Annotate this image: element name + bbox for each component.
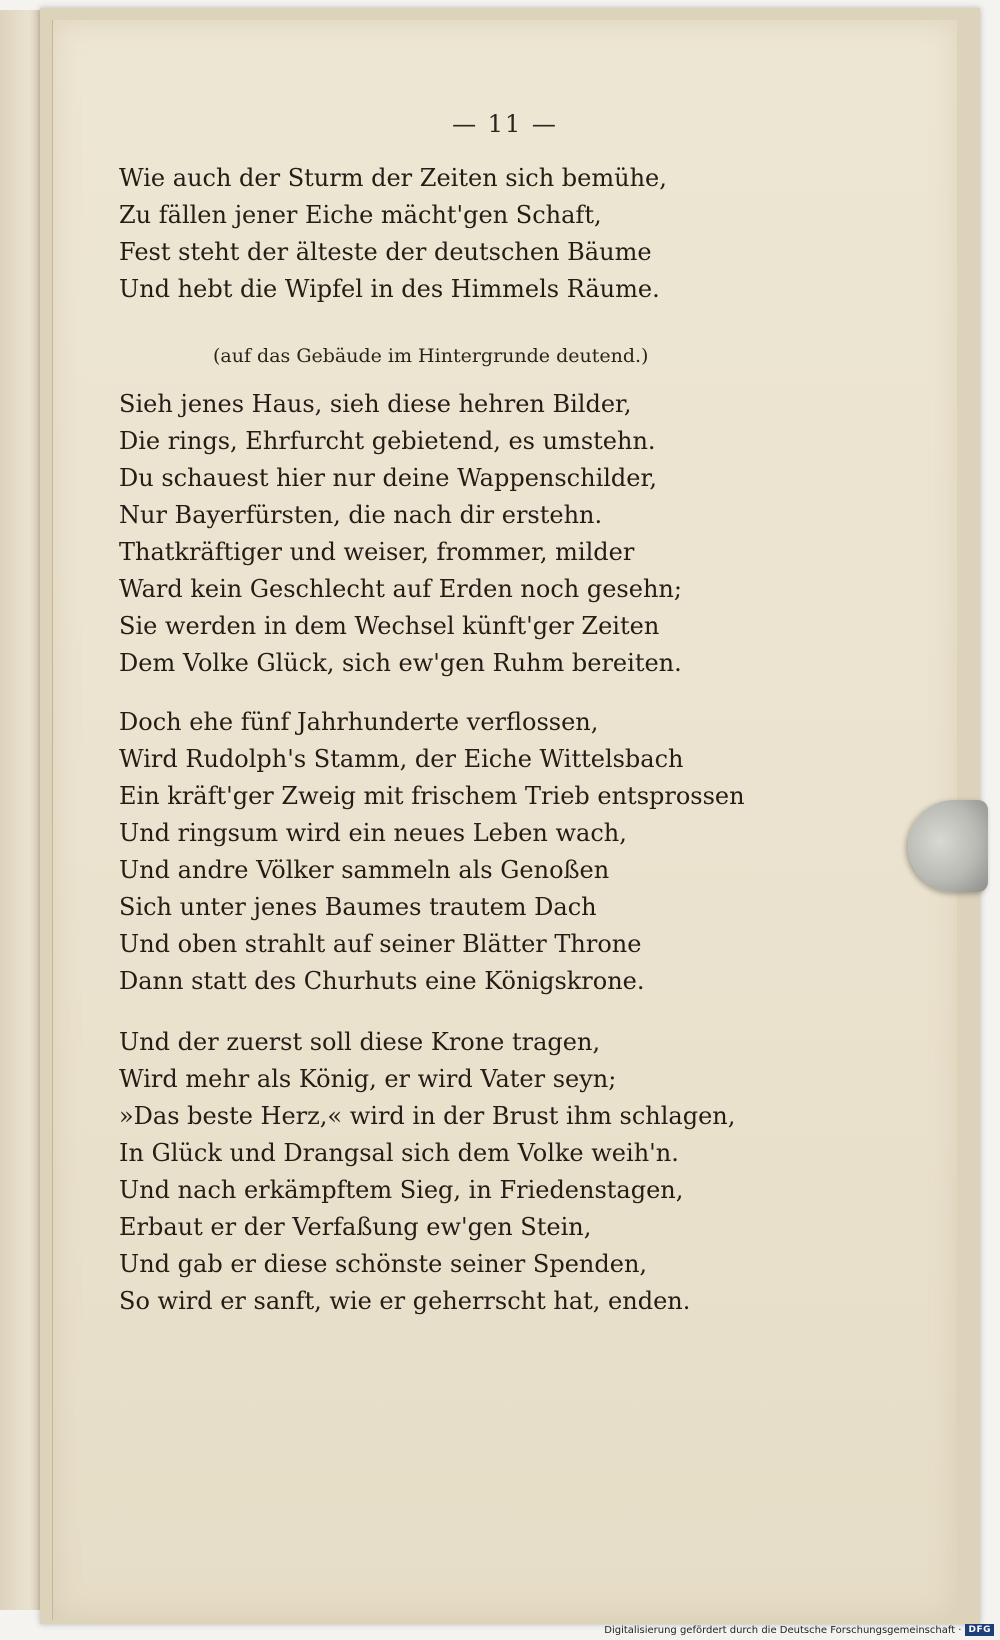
verse-line: Dem Volke Glück, sich ew'gen Ruhm bereiten.	[119, 649, 682, 677]
stanza-1	[119, 160, 879, 308]
verse-line: Dann statt des Churhuts eine Königskrone.	[119, 967, 645, 995]
verse-line: Und oben strahlt auf seiner Blätter Throne	[119, 930, 642, 958]
stage-direction: (auf das Gebäude im Hintergrunde deutend.)	[213, 345, 649, 367]
page-number: — 11 —	[452, 110, 558, 138]
verse-line: Und andre Völker sammeln als Genoßen	[119, 856, 610, 884]
verse-line: Erbaut er der Verfaßung ew'gen Stein,	[119, 1213, 592, 1241]
stanza-4	[119, 1024, 879, 1320]
verse-line: Sieh jenes Haus, sieh diese hehren Bilder,	[119, 390, 632, 418]
verse-line: Zu fällen jener Eiche mächt'gen Schaft,	[119, 201, 602, 229]
verse-line: In Glück und Drangsal sich dem Volke weih'n.	[119, 1139, 679, 1167]
verse-line: Und gab er diese schönste seiner Spenden,	[119, 1250, 648, 1278]
verse-line: Und ringsum wird ein neues Leben wach,	[119, 819, 627, 847]
verse-line: Ein kräft'ger Zweig mit frischem Trieb entsprossen	[119, 782, 745, 810]
stanza-3	[119, 704, 879, 1000]
verse-line: Wie auch der Sturm der Zeiten sich bemühe,	[119, 164, 667, 192]
verse-line: Nur Bayerfürsten, die nach dir erstehn.	[119, 501, 603, 529]
verse-line: »Das beste Herz,« wird in der Brust ihm schlagen,	[119, 1102, 736, 1130]
verse-line: Und hebt die Wipfel in des Himmels Räume.	[119, 275, 660, 303]
dfg-logo: DFG	[965, 1624, 994, 1636]
footer-text: Digitalisierung gefördert durch die Deutsche Forschungsgemeinschaft ·	[604, 1624, 962, 1636]
book-page	[52, 20, 957, 1620]
verse-line: Sich unter jenes Baumes trautem Dach	[119, 893, 597, 921]
verse-line: Wird Rudolph's Stamm, der Eiche Wittelsbach	[119, 745, 684, 773]
verse-line: Wird mehr als König, er wird Vater seyn;	[119, 1065, 617, 1093]
verse-line: Fest steht der älteste der deutschen Bäume	[119, 238, 652, 266]
verse-line: Sie werden in dem Wechsel künft'ger Zeiten	[119, 612, 660, 640]
verse-line: Doch ehe fünf Jahrhunderte verflossen,	[119, 708, 599, 736]
verse-line: Die rings, Ehrfurcht gebietend, es umstehn.	[119, 427, 656, 455]
digitization-footer	[604, 1624, 994, 1636]
verse-line: Ward kein Geschlecht auf Erden noch gesehn;	[119, 575, 682, 603]
verse-line: Und der zuerst soll diese Krone tragen,	[119, 1028, 601, 1056]
stanza-2	[119, 386, 879, 682]
verse-line: Und nach erkämpftem Sieg, in Friedenstagen,	[119, 1176, 684, 1204]
verse-line: Thatkräftiger und weiser, frommer, milder	[119, 538, 635, 566]
verse-line: Du schauest hier nur deine Wappenschilder,	[119, 464, 657, 492]
verse-line: So wird er sanft, wie er geherrscht hat, enden.	[119, 1287, 691, 1315]
